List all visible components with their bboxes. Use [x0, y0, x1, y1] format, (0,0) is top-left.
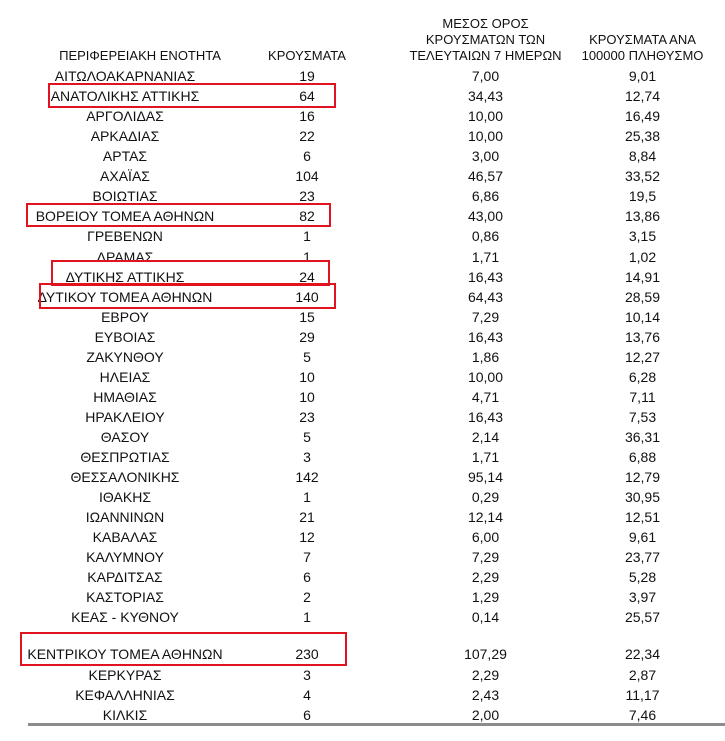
- table-row: [0, 307, 725, 327]
- cases-cell: 12: [299, 529, 315, 546]
- cases-cell: 3: [303, 666, 311, 683]
- table-row: [0, 166, 725, 186]
- per100k-cell: 6,88: [628, 448, 657, 465]
- region-cell: ΔΥΤΙΚΟΥ ΤΟΜΕΑ ΑΘΗΝΩΝ: [37, 288, 213, 305]
- cases-cell: 104: [295, 168, 319, 185]
- highlight-box-kentrikou-tomea: [20, 632, 347, 666]
- per100k-cell: 7,11: [629, 388, 656, 405]
- avg7-cell: 7,00: [471, 68, 500, 84]
- table-row: [0, 367, 725, 387]
- per100k-cell: 7,53: [628, 408, 657, 425]
- per100k-cell: 19,5: [628, 188, 657, 205]
- region-cell: ΙΘΑΚΗΣ: [99, 489, 151, 506]
- per100k-cell: 13,86: [624, 208, 661, 225]
- cases-cell: 3: [303, 448, 311, 465]
- per100k-cell: 11,17: [625, 686, 660, 703]
- per100k-cell: 10,14: [624, 308, 661, 325]
- highlight-box-dytikou-tomea: [39, 283, 336, 309]
- table-row: [0, 587, 725, 607]
- per100k-cell: 12,74: [624, 88, 661, 104]
- avg7-cell: 7,29: [471, 549, 500, 566]
- region-cell: ΑΡΚΑΔΙΑΣ: [90, 128, 160, 145]
- table-row: [0, 146, 725, 166]
- cases-cell: 64: [299, 88, 315, 104]
- avg7-cell: 64,43: [467, 288, 504, 305]
- cases-cell: 23: [299, 188, 315, 205]
- avg7-cell: 16,43: [467, 268, 504, 285]
- cases-cell: 140: [295, 288, 319, 305]
- region-cell: ΔΥΤΙΚΗΣ ΑΤΤΙΚΗΣ: [65, 268, 185, 285]
- region-cell: ΘΕΣΠΡΩΤΙΑΣ: [80, 448, 170, 465]
- avg7-cell: 4,71: [471, 388, 500, 405]
- cases-cell: 16: [299, 108, 315, 125]
- per100k-cell: 7,46: [628, 706, 657, 723]
- region-cell: ΑΝΑΤΟΛΙΚΗΣ ΑΤΤΙΚΗΣ: [50, 88, 200, 104]
- table-row: [0, 567, 725, 587]
- per100k-cell: 23,77: [624, 549, 661, 566]
- avg7-cell: 0,86: [471, 228, 500, 245]
- highlight-box-voreiou-tomea: [26, 203, 331, 227]
- avg7-cell: 1,86: [471, 348, 500, 365]
- region-cell: ΗΡΑΚΛΕΙΟΥ: [85, 408, 165, 425]
- cases-cell: 10: [299, 368, 315, 385]
- header-avg7: [388, 16, 583, 64]
- avg7-cell: 3,00: [471, 148, 500, 165]
- avg7-cell: 6,00: [471, 529, 500, 546]
- highlight-box-anatolikis-attikis: [48, 83, 336, 108]
- avg7-cell: 10,00: [467, 368, 504, 385]
- per100k-cell: 6,28: [628, 368, 657, 385]
- table-row: [0, 126, 725, 146]
- cases-cell: 15: [299, 308, 315, 325]
- avg7-cell: 2,29: [471, 569, 500, 586]
- region-cell: ΕΥΒΟΙΑΣ: [94, 328, 156, 345]
- header-region: ΠΕΡΙΦΕΡΕΙΑΚΗ ΕΝΟΤΗΤΑ: [59, 48, 221, 63]
- region-cell: ΚΑΣΤΟΡΙΑΣ: [86, 589, 164, 606]
- table-row: [0, 507, 725, 527]
- region-cell: ΚΕΦΑΛΛΗΝΙΑΣ: [75, 686, 175, 703]
- per100k-cell: 12,27: [624, 348, 661, 365]
- avg7-cell: 107,29: [464, 646, 507, 663]
- region-cell: ΕΒΡΟΥ: [101, 308, 149, 325]
- cases-cell: 22: [299, 128, 315, 145]
- region-cell: ΑΡΓΟΛΙΔΑΣ: [86, 108, 164, 125]
- avg7-cell: 46,57: [467, 168, 504, 185]
- avg7-cell: 1,71: [471, 448, 500, 465]
- header-avg7-line2: ΚΡΟΥΣΜΑΤΩΝ ΤΩΝ: [425, 32, 546, 47]
- cases-cell: 5: [303, 428, 311, 445]
- table-row: [0, 527, 725, 547]
- region-cell: ΑΧΑΪΑΣ: [100, 168, 150, 185]
- per100k-cell: 16,49: [624, 108, 661, 125]
- avg7-cell: 1,71: [471, 248, 500, 265]
- per100k-cell: 9,01: [628, 68, 657, 84]
- table-row: [0, 705, 725, 725]
- cases-cell: 23: [299, 408, 315, 425]
- cases-cell: 24: [299, 268, 315, 285]
- avg7-cell: 2,00: [471, 706, 500, 723]
- cases-cell: 2: [303, 589, 311, 606]
- avg7-cell: 1,29: [471, 589, 500, 606]
- table-row: [0, 226, 725, 246]
- header-per100k-line1: ΚΡΟΥΣΜΑΤΑ ΑΝΑ: [589, 32, 696, 47]
- per100k-cell: 28,59: [624, 288, 661, 305]
- cases-cell: 1: [303, 248, 311, 265]
- per100k-cell: 36,31: [624, 428, 661, 445]
- per100k-cell: 9,61: [628, 529, 657, 546]
- region-cell: ΗΛΕΙΑΣ: [99, 368, 151, 385]
- avg7-cell: 16,43: [467, 328, 504, 345]
- region-cell: ΗΜΑΘΙΑΣ: [93, 388, 157, 405]
- per100k-cell: 8,84: [628, 148, 657, 165]
- header-cases: ΚΡΟΥΣΜΑΤΑ: [268, 48, 346, 63]
- per100k-cell: 30,95: [624, 489, 661, 506]
- table-row: [0, 387, 725, 407]
- avg7-cell: 7,29: [471, 308, 500, 325]
- table-row: [0, 427, 725, 447]
- per100k-cell: 22,34: [624, 646, 661, 663]
- table-row: [0, 447, 725, 467]
- table-row: [0, 407, 725, 427]
- per100k-cell: 14,91: [624, 268, 661, 285]
- avg7-cell: 0,29: [471, 489, 500, 506]
- region-cell: ΚΕΑΣ - ΚΥΘΝΟΥ: [71, 609, 179, 626]
- cases-cell: 7: [303, 549, 311, 566]
- avg7-cell: 2,14: [471, 428, 500, 445]
- header-per100k-line2: 100000 ΠΛΗΘΥΣΜΟ: [581, 48, 704, 63]
- table-row: [0, 467, 725, 487]
- cases-cell: 6: [303, 569, 311, 586]
- per100k-cell: 3,97: [628, 589, 657, 606]
- cases-cell: 82: [299, 208, 315, 225]
- per100k-cell: 33,52: [624, 168, 661, 185]
- region-cell: ΔΡΑΜΑΣ: [96, 248, 154, 265]
- cases-cell: 230: [295, 646, 319, 663]
- region-cell: ΖΑΚΥΝΘΟΥ: [86, 348, 164, 365]
- region-cell: ΘΑΣΟΥ: [100, 428, 150, 445]
- avg7-cell: 12,14: [467, 509, 504, 526]
- avg7-cell: 43,00: [467, 208, 504, 225]
- header-avg7-line3: ΤΕΛΕΥΤΑΙΩΝ 7 ΗΜΕΡΩΝ: [409, 48, 562, 63]
- header-per100k: [560, 32, 725, 64]
- per100k-cell: 5,28: [628, 569, 657, 586]
- cases-cell: 21: [299, 509, 315, 526]
- cases-cell: 10: [299, 388, 315, 405]
- avg7-cell: 10,00: [467, 108, 504, 125]
- region-cell: ΓΡΕΒΕΝΩΝ: [87, 228, 163, 245]
- region-cell: ΙΩΑΝΝΙΝΩΝ: [85, 509, 165, 526]
- avg7-cell: 2,43: [471, 686, 500, 703]
- cases-cell: 19: [299, 68, 315, 84]
- table-row: [0, 106, 725, 126]
- per100k-cell: 12,51: [624, 509, 661, 526]
- table-row: [0, 347, 725, 367]
- avg7-cell: 0,14: [471, 609, 500, 626]
- cases-cell: 4: [303, 686, 311, 703]
- region-cell: ΚΑΒΑΛΑΣ: [92, 529, 158, 546]
- table-row: [0, 607, 725, 627]
- table-row: [0, 547, 725, 567]
- table-bottom-rule: [28, 723, 725, 726]
- per100k-cell: 13,76: [624, 328, 661, 345]
- header-avg7-line1: ΜΕΣΟΣ ΟΡΟΣ: [442, 16, 529, 31]
- region-cell: ΘΕΣΣΑΛΟΝΙΚΗΣ: [70, 469, 180, 485]
- table-row: [0, 487, 725, 507]
- region-cell: ΒΟΙΩΤΙΑΣ: [92, 188, 158, 205]
- avg7-cell: 34,43: [467, 88, 504, 104]
- table-row: [0, 665, 725, 685]
- cases-cell: 5: [303, 348, 311, 365]
- per100k-cell: 1,02: [628, 248, 657, 265]
- cases-cell: 1: [303, 489, 311, 506]
- avg7-cell: 10,00: [467, 128, 504, 145]
- per100k-cell: 25,38: [624, 128, 661, 145]
- table-row: [0, 327, 725, 347]
- avg7-cell: 95,14: [467, 469, 504, 485]
- region-cell: ΚΑΡΔΙΤΣΑΣ: [87, 569, 163, 586]
- per100k-cell: 25,57: [624, 609, 661, 626]
- cases-cell: 1: [303, 609, 311, 626]
- region-cell: ΑΡΤΑΣ: [102, 148, 148, 165]
- table-row: [0, 685, 725, 705]
- cases-cell: 6: [303, 148, 311, 165]
- region-cell: ΚΙΛΚΙΣ: [102, 706, 148, 723]
- region-cell: ΚΕΡΚΥΡΑΣ: [88, 666, 162, 683]
- cases-cell: 142: [295, 469, 319, 485]
- avg7-cell: 16,43: [467, 408, 504, 425]
- cases-cell: 29: [299, 328, 315, 345]
- region-cell: ΚΑΛΥΜΝΟΥ: [86, 549, 164, 566]
- avg7-cell: 2,29: [471, 666, 500, 683]
- region-cell: ΒΟΡΕΙΟΥ ΤΟΜΕΑ ΑΘΗΝΩΝ: [35, 208, 215, 225]
- per100k-cell: 2,87: [628, 666, 657, 683]
- cases-cell: 1: [303, 228, 311, 245]
- region-cell: ΚΕΝΤΡΙΚΟΥ ΤΟΜΕΑ ΑΘΗΝΩΝ: [27, 646, 223, 663]
- region-cell: ΑΙΤΩΛΟΑΚΑΡΝΑΝΙΑΣ: [54, 68, 196, 84]
- cases-cell: 6: [303, 706, 311, 723]
- avg7-cell: 6,86: [471, 188, 500, 205]
- per100k-cell: 12,79: [624, 469, 661, 485]
- per100k-cell: 3,15: [628, 228, 657, 245]
